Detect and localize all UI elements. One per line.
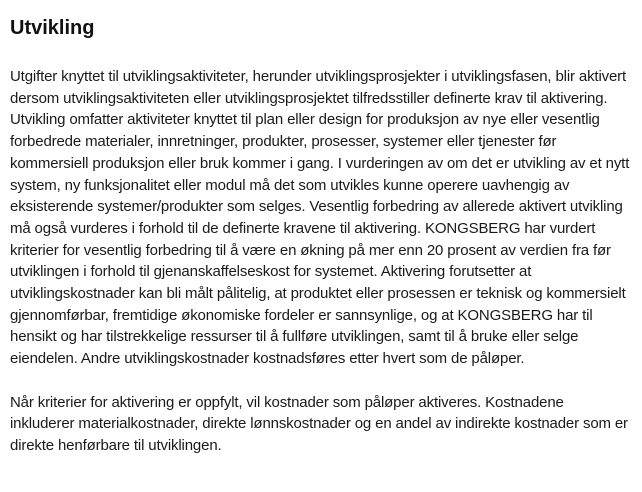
body-paragraph-2: Når kriterier for aktivering er oppfylt, vil kostnader som påløper aktiveres. Kostnadene inkluderer materialkostnader, direkte lønnskostnader og en andel av indirekte kostnader som er direkte henførbare til utviklingen. <box>10 393 628 454</box>
section-heading: Utvikling <box>10 17 95 39</box>
body-paragraph-1: Utgifter knyttet til utviklingsaktiviteter, herunder utviklingsprosjekter i utviklingsfasen, blir aktivert dersom utviklingsaktiviteten eller utviklingsprosjektet tilfredsstiller definerte krav til aktivering. Utvikling omfatter aktiviteter knyttet til plan eller design for produksjon av nye eller vesentlig forbedrede materialer, innretninger, produkter, prosesser, systemer eller tjenester før kommersiell produksjon eller bruk kommer i gang. I vurderingen av om det er utvikling av et nytt system, ny funksjonalitet eller modul må det som utvikles kunne operere uavhengig av eksisterende systemer/produkter som selges. Vesentlig forbedring av allerede aktivert utvikling må også vurderes i forhold til de definerte kravene til aktivering. KONGSBERG har vurdert kriterier for vesentlig forbedring til å være en økning på mer enn 20 prosent av verdien fra før utviklingen i forhold til gjenanskaffelseskost for systemet. Aktivering forutsetter at utviklingskostnader kan bli målt pålitelig, at produktet eller prosessen er teknisk og kommersielt gjennomførbar, fremtidige økonomiske fordeler er sannsynlige, og at KONGSBERG har til hensikt og har tilstrekkelige ressurser til å fullføre utviklingen, samt til å bruke eller selge eiendelen. Andre utviklingskostnader kostnadsføres etter hvert som de påløper. <box>10 68 630 368</box>
